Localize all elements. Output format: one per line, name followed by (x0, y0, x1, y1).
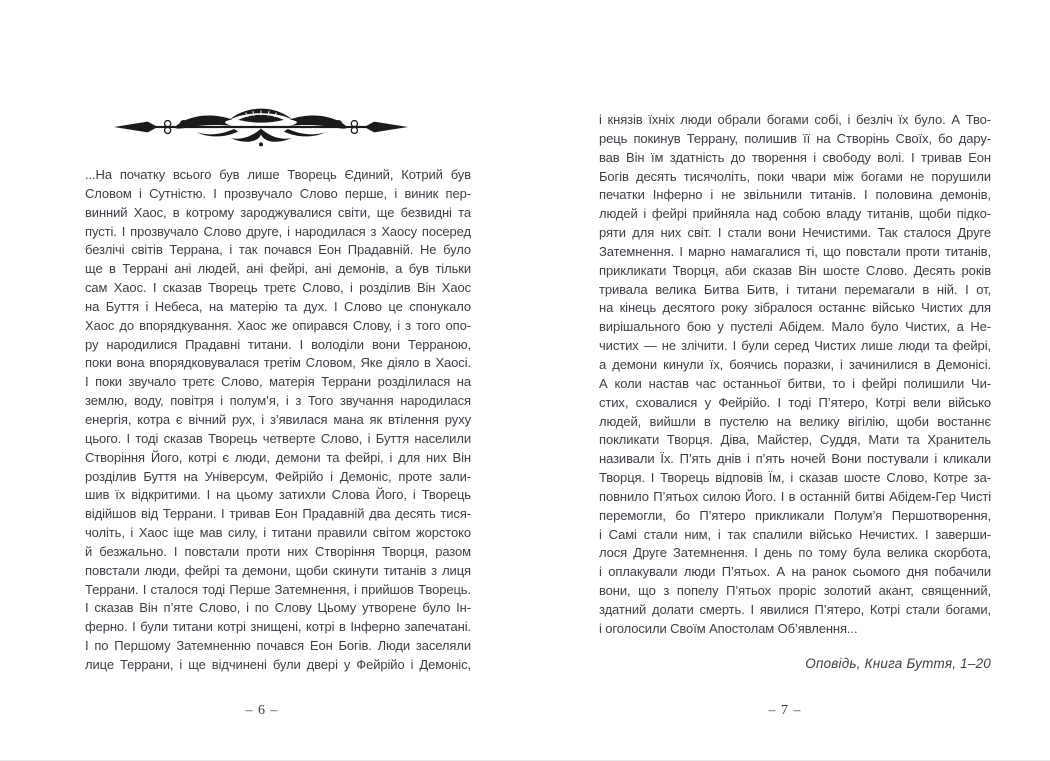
text-line: Террани. І сталося тоді Перше Затемнення, і прийшов Творець. (85, 581, 471, 597)
text-line: рець покинув Террану, полишив її на Створінь Своїх, бо дару- (599, 130, 991, 146)
text-line: винний Хаос, в котрому зароджувалися світи, ще безвидні та (85, 204, 471, 220)
text-line: І сказав Він п’яте Слово, і по Слову Цьому утворене було Ін- (85, 600, 471, 616)
page-number-left: – 6 – (245, 703, 279, 718)
text-line: людей, вийшли в пустелю на велику вігілію, щоби востаннє (599, 413, 991, 429)
text-line: і Самі стали ним, і так спалили військо Нечистих. І заверши- (599, 526, 991, 542)
text-line: покликати Творця. Діва, Майстер, Суддя, Мати та Хранитель (599, 432, 991, 448)
text-line: ряти для них світ. І стали вони Нечистими. Так сталося Друге (599, 225, 991, 241)
text-line: відійшов від Террани. І тривав Еон Прадавній два десять тися- (85, 506, 471, 522)
text-line: повнило П’ятьох силою Його. І в останній битві Абідем-Гер Чисті (599, 488, 991, 504)
text-line: ферно. І були титани котрі знищені, котрі в Інферно запечатані. (85, 619, 471, 635)
text-line: на кінець десятого року зібралося останнє військо Чистих для (599, 300, 991, 316)
text-line: перемогли, бо П’ятеро прикликали Полум’я Першотворення, (599, 507, 991, 523)
text-line: печатки Інферно і не звільнили титанів. І половина демонів, (599, 187, 991, 203)
text-line: шив їх відкритими. І на цьому затихли Слова Його, і Творець (85, 487, 471, 503)
text-line: А коли настав час останньої битви, то і фейрі полишили Чи- (599, 375, 991, 391)
text-line: Творця. І Творець відповів Їм, і сказав шосте Слово, Котре за- (599, 470, 991, 486)
text-line: здатний долати смерть. І явилися П’ятеро, Котрі стали богами, (599, 601, 991, 617)
text-line: а демони кинули їх, боячись поразки, і зачинилися в Демонісі. (599, 356, 991, 372)
text-line: ру народилися Прадавні титани. І володіли вони Терраною, (85, 336, 471, 352)
text-line: Богів десять тисячоліть, поки чвари між богами не порушили (599, 168, 991, 184)
text-line: прикликати Творця, аби сказав Він шосте Слово. Десять років (599, 262, 991, 278)
text-line: повстали люди, фейрі та демони, щоби скинути титанів з лиця (85, 562, 471, 578)
text-line: поки вона впорядковувалася третім Словом, Яке діяло в Хаосі. (85, 355, 471, 371)
text-line: цього. І тоді сказав Творець четверте Слово, і Буття населили (85, 430, 471, 446)
text-line: І поки звучало третє Слово, матерія Террани розділилася на (85, 374, 471, 390)
text-line: пусті. І прозвучало Слово друге, і народилася з Хаосу посеред (85, 223, 471, 239)
text-line: і князів їхніх люди обрали богами собі, і безліч їх було. А Тво- (599, 112, 991, 127)
page-number-right: – 7 – (768, 703, 802, 718)
text-line: тривала велика Битва Битв, і титани перемагали в ній. І от, (599, 281, 991, 297)
text-line: ...На початку всього був лише Творець Єдиний, Котрий був (85, 167, 471, 182)
text-line: вони, що з попелу П’ятьох проріс золотий акант, священний, (599, 583, 991, 599)
text-line: розділив Буття на Універсум, Фейрійо і Демоніс, проте зали- (85, 468, 471, 484)
text-line: сам Хаос. І сказав Творець третє Слово, і розділив Він Хаос (85, 280, 471, 296)
text-line: ще в Террані ані людей, ані фейрі, ані демонів, а був тільки (85, 261, 471, 277)
text-line: і оголосили Своїм Апостолам Об’явлення... (599, 620, 858, 636)
text-line: чистих — не злічити. І були серед Чистих лише люди та фейрі, (599, 338, 991, 354)
text-line: і оплакували люди П’ятьох. А на ранок сьомого дня побачили (599, 564, 991, 580)
text-line: вав Він їм здатність до творення і свободу волі. І тривав Еон (599, 149, 991, 165)
left-page-text (85, 166, 471, 675)
text-line: лице Террани, і ще відчинені були двері у Фейрійо і Демоніс, (85, 656, 471, 672)
text-line: називали Їх. П’ять днів і п’ять ночей Вони постували і кликали (599, 451, 991, 467)
text-line: землю, воду, повітря і полум’я, і з Того звучання народилася (85, 393, 471, 409)
text-line: безлічі світів Террана, і так почався Еон Прадавній. Не було (85, 242, 471, 258)
text-line: людей і фейрі прийняла над собою владу титанів, щоби підко- (599, 206, 991, 222)
text-line: стих, сховалися у Фейрійо. І тоді П’ятеро, Котрі вели військо (599, 394, 991, 410)
text-line: енергія, котра є вічний рух, і з’явилася мана як втілення руху (85, 411, 471, 427)
divider-ornament-icon (112, 104, 410, 150)
text-line: й безжально. І повстали проти них Створіння Творця, разом (85, 543, 471, 559)
text-line: Хаос до впорядкування. Хаос же опирався Слову, і з того опо- (85, 317, 471, 333)
text-line: на Буття і Небеса, на матерію та дух. І Слово це спонукало (85, 298, 471, 314)
text-line: Створіння Його, котрі є люди, демони та фейрі, і для них Він (85, 449, 471, 465)
text-line: чоліть, і Хаос іще мав силу, і титани правили світом жорстоко (85, 525, 471, 541)
right-page-text (599, 111, 991, 639)
text-line: вирішального бою у пустелі Абідем. Мало було Чистих, а Не- (599, 319, 991, 335)
citation: Оповідь, Книга Буття, 1–20 (805, 656, 991, 671)
text-line: лося Друге Затемнення. І день по тому була велика скорбота, (599, 545, 991, 561)
text-line: Словом і Сутністю. І прозвучало Слово перше, і виник пер- (85, 185, 471, 201)
text-line: Затемнення. І марно намагалися ті, що повстали проти титанів, (599, 243, 991, 259)
text-line: І по Першому Затемненню почався Еон Богів. Люди заселяли (85, 638, 471, 654)
